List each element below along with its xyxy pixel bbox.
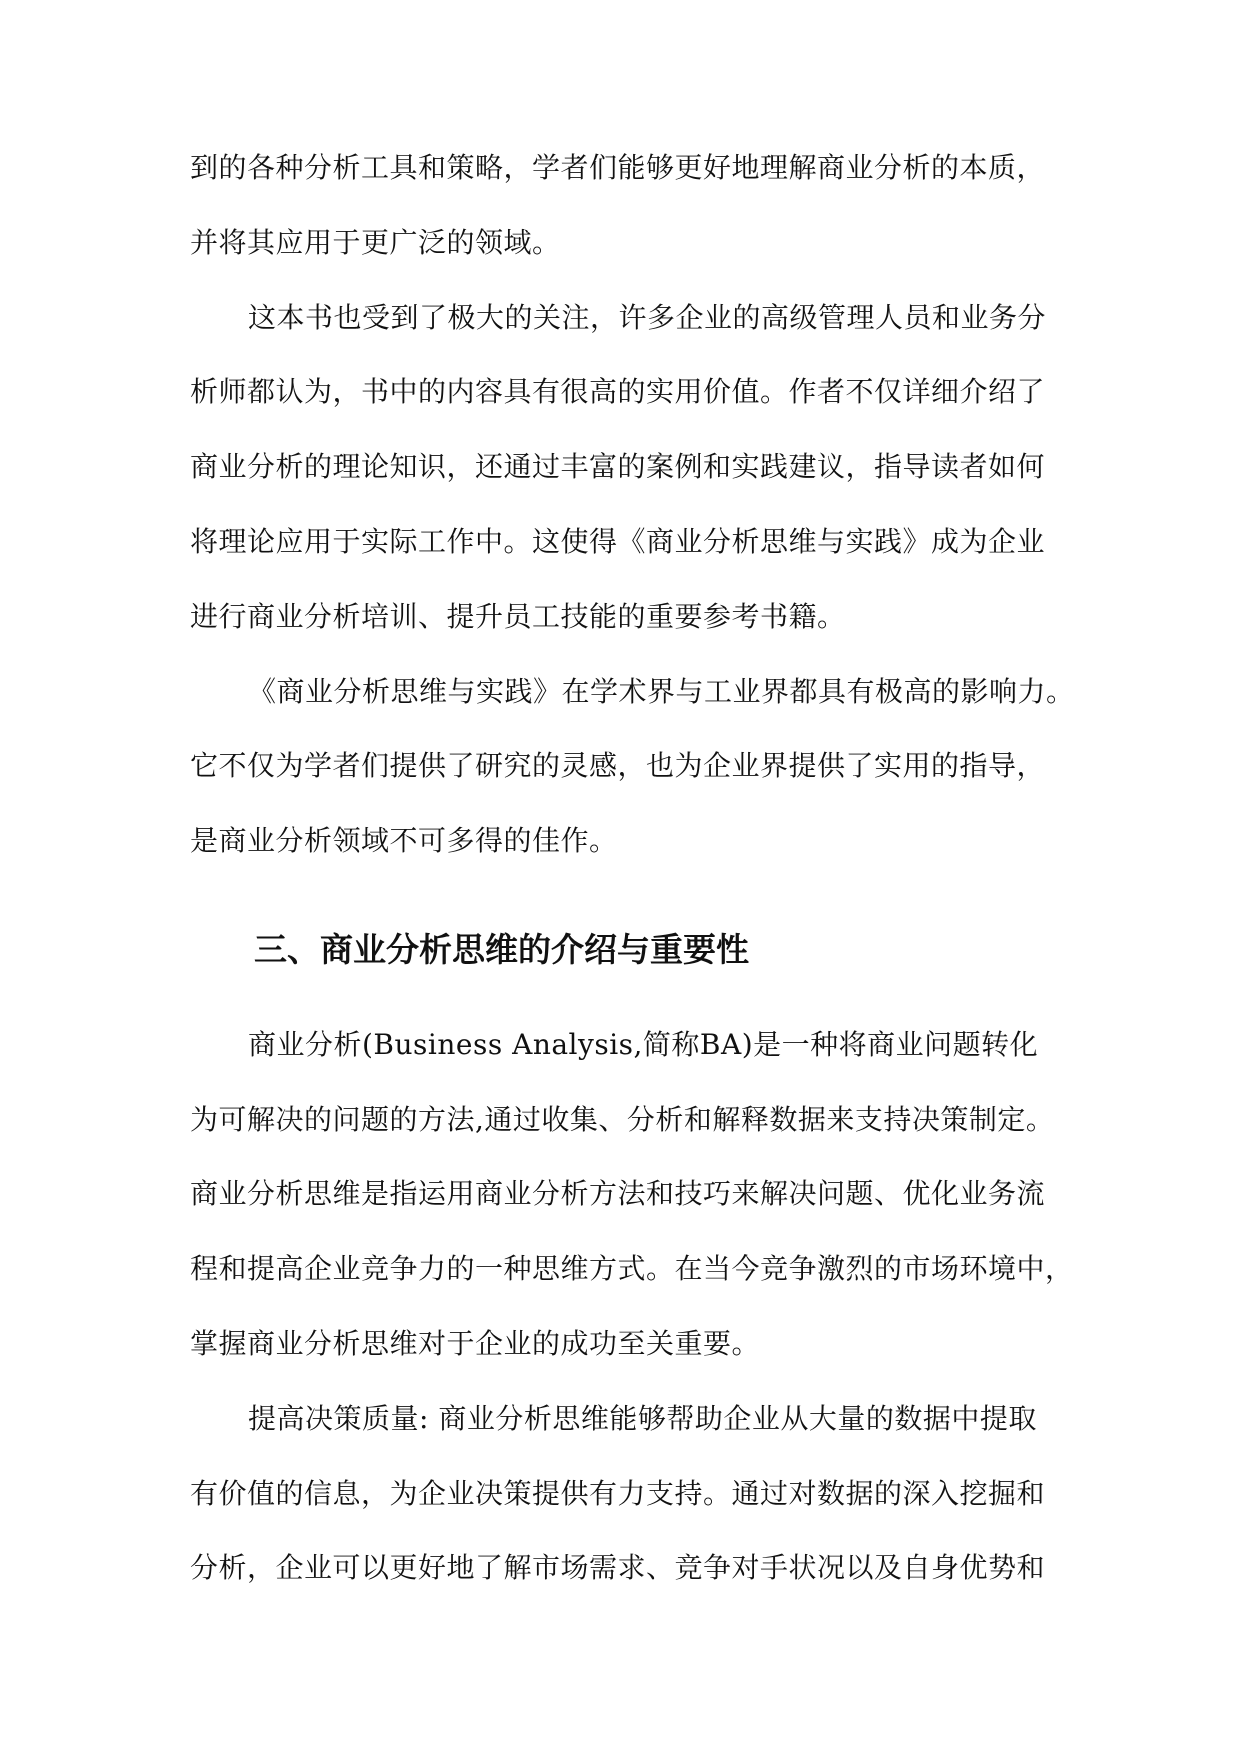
text-line: 并将其应用于更广泛的领域。 (190, 226, 561, 259)
text-line: 《商业分析思维与实践》在学术界与工业界都具有极高的影响力。 (248, 675, 1075, 708)
text-line: 将理论应用于实际工作中。这使得《商业分析思维与实践》成为企业 (190, 525, 1046, 558)
text-line: 进行商业分析培训、提升员工技能的重要参考书籍。 (190, 600, 846, 633)
text-line: 提高决策质量: 商业分析思维能够帮助企业从大量的数据中提取 (248, 1402, 1037, 1435)
section-heading: 三、商业分析思维的介绍与重要性 (254, 930, 749, 969)
text-line: 这本书也受到了极大的关注，许多企业的高级管理人员和业务分 (248, 301, 1047, 334)
text-line: 析师都认为，书中的内容具有很高的实用价值。作者不仅详细介绍了 (190, 375, 1046, 408)
text-line: 为可解决的问题的方法,通过收集、分析和解释数据来支持决策制定。 (190, 1103, 1055, 1136)
text-line: 是商业分析领域不可多得的佳作。 (190, 824, 618, 857)
text-line: 商业分析(Business Analysis,简称BA)是一种将商业问题转化 (248, 1028, 1039, 1061)
text-line: 分析，企业可以更好地了解市场需求、竞争对手状况以及自身优势和 (190, 1551, 1046, 1584)
text-line: 它不仅为学者们提供了研究的灵感，也为企业界提供了实用的指导， (190, 749, 1046, 782)
text-line: 商业分析思维是指运用商业分析方法和技巧来解决问题、优化业务流 (190, 1177, 1046, 1210)
text-line: 到的各种分析工具和策略，学者们能够更好地理解商业分析的本质， (190, 151, 1046, 184)
text-line: 掌握商业分析思维对于企业的成功至关重要。 (190, 1327, 761, 1360)
text-line: 商业分析的理论知识，还通过丰富的案例和实践建议，指导读者如何 (190, 450, 1046, 483)
text-line: 有价值的信息，为企业决策提供有力支持。通过对数据的深入挖掘和 (190, 1477, 1046, 1510)
text-line: 程和提高企业竞争力的一种思维方式。在当今竞争激烈的市场环境中， (190, 1252, 1074, 1285)
